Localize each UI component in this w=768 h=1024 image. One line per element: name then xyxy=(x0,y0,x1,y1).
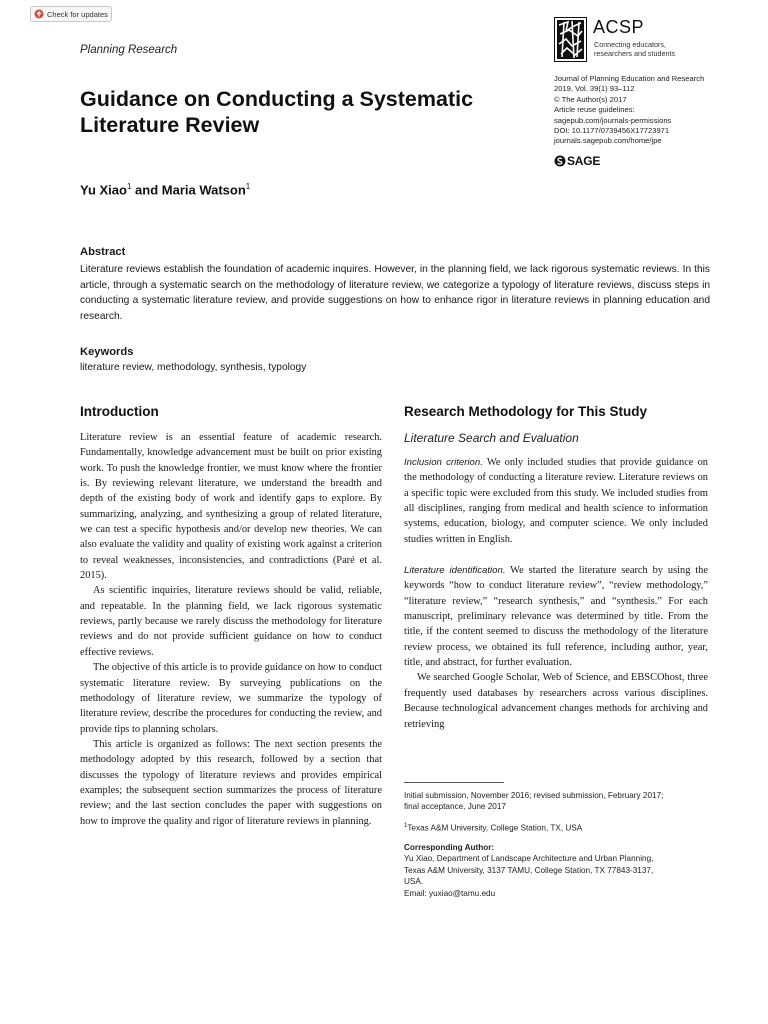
sage-label: SAGE xyxy=(567,154,601,168)
footnotes: Initial submission, November 2016; revised submission, February 2017; final acceptance, June 2017 $^1$Texas A&M University, College Station, TX, USA Corresponding Author: Yu Xiao, Department of Landscape Architecture and Urban Planning, Texas A&M University, 3137 TAMU, College Station, TX 77843-3137, USA. Email: yuxiao@tamu.edu xyxy=(404,790,714,899)
methodology-heading: Research Methodology for This Study xyxy=(404,404,648,419)
article-title: Guidance on Conducting a Systematic Literature Review xyxy=(80,87,474,137)
keywords-heading: Keywords xyxy=(80,346,134,358)
copyright: © The Author(s) 2017 xyxy=(554,94,627,104)
abstract-heading: Abstract xyxy=(80,246,126,258)
corresponding-address: Yu Xiao, Department of Landscape Architecture and Urban Planning, xyxy=(404,854,654,864)
introduction-heading: Introduction xyxy=(80,404,159,419)
journal-info xyxy=(554,74,754,147)
runin-heading: Literature identification. xyxy=(404,565,506,577)
section-label: Planning Research xyxy=(80,44,178,56)
email-link[interactable]: Email: yuxiao@tamu.edu xyxy=(404,888,496,898)
paragraph: This article is organized as follows: The next section presents the methodology adopted by this research, followed by a section that discusses the typology of literature reviews and provides empirical examples; the subsequent section summarizes the process of literature review; and the last section concludes the paper with suggestions on how to improve the quality and rigor of literature reviews in planning. xyxy=(80,738,382,827)
author-name: Maria Watson xyxy=(161,182,246,198)
footnote-divider xyxy=(404,782,504,783)
journal-volume: 2019, Vol. 39(1) 93–112 xyxy=(554,84,635,94)
abstract-text: Literature reviews establish the foundation of academic inquires. However, in the planning field, we lack rigorous systematic reviews. In this article, through a systematic search on the methodology of literature review, we categorize a typology of literature reviews, discuss steps in conducting a systematic literature review, and provide suggestions on how to enhance rigor in literature reviews in planning education and research. xyxy=(80,264,710,322)
authors: Yu Xiao$^1$ and Maria Watson$^1$ xyxy=(80,182,251,198)
sage-logo xyxy=(554,154,600,168)
paragraph: Literature review is an essential feature of academic research. Fundamentally, knowledge advancement must be built on prior existing work. To push the knowledge frontier, we must know where the frontier is. By reviewing relevant literature, we understand the breadth and depth of the existing body of work and identify gaps to explore. By summarizing, analyzing, and synthesizing a group of related literature, we can test a specific hypothesis and/or develop new theories. We can also evaluate the validity and quality of existing work against a criterion to reveal weaknesses, inconsistencies, and contradictions (Paré et al. 2015). xyxy=(80,432,382,582)
paragraph: Literature identification. We started the literature search by using the keywords “how to conduct literature review”, “review methodology,” “literature review,” “research synthesis,” and “synthesis.” For each manuscript, preliminary relevance was determined by title. From the title, if the content seemed to discuss the methodology of the literature review process, we obtained its full reference, including author, year, title, and abstract, for further evaluation. xyxy=(404,565,708,669)
journal-home-link[interactable]: journals.sagepub.com/home/jpe xyxy=(554,136,662,146)
author-name: Yu Xiao xyxy=(80,182,127,198)
acsp-logo-icon xyxy=(554,17,587,62)
reuse-label: Article reuse guidelines: xyxy=(554,105,635,115)
sage-circle-icon xyxy=(554,155,566,167)
acsp-tagline: Connecting educators, researchers and students xyxy=(594,40,676,58)
paragraph: As scientific inquiries, literature reviews should be valid, reliable, and repeatable. In the planning field, we lack rigorous systematic reviews, partly because we rarely discuss the methodology for literature reviews and do not provide sufficient guidance on how to conduct effective reviews. xyxy=(80,585,382,658)
methodology-subheading: Literature Search and Evaluation xyxy=(404,431,579,445)
doi[interactable]: DOI: 10.1177/0739456X17723971 xyxy=(554,126,670,136)
journal-name: Journal of Planning Education and Research xyxy=(554,74,705,83)
badge-label: Check for updates xyxy=(47,9,108,19)
permissions-link[interactable]: sagepub.com/journals-permissions xyxy=(554,115,672,125)
check-for-updates-badge[interactable] xyxy=(30,6,112,22)
methodology-body xyxy=(404,455,708,732)
paragraph: The objective of this article is to provide guidance on how to conduct systematic literature review. By surveying publications on the methodology of literature review, we summarize the typology of literature review, describe the procedures for conducting the review, and provide tips to planning scholars. xyxy=(80,662,382,735)
paragraph: Inclusion criterion. We only included studies that provide guidance on the methodology of conducting a literature review. Literature reviews on a specific topic were excluded from this study. We included studies from all disciplines, ranging from medical and health science to information systems, education, biology, and computer science. We only included studies written in English. xyxy=(404,457,708,545)
affiliation: $^1$Texas A&M University, College Station, TX, USA xyxy=(404,822,583,833)
paragraph: We searched Google Scholar, Web of Science, and EBSCOhost, three frequently used databases by researchers across various disciplines. Because technological advancement changes methods for archiving and retrieving xyxy=(404,672,708,730)
keywords-text: literature review, methodology, synthesis, typology xyxy=(80,362,307,373)
update-icon xyxy=(34,9,44,19)
corresponding-author-heading: Corresponding Author: xyxy=(404,842,495,852)
acsp-name: ACSP xyxy=(593,17,645,37)
runin-heading: Inclusion criterion. xyxy=(404,457,483,468)
introduction-body xyxy=(80,430,382,829)
submission-dates: Initial submission, November 2016; revised submission, February 2017; xyxy=(404,791,664,800)
